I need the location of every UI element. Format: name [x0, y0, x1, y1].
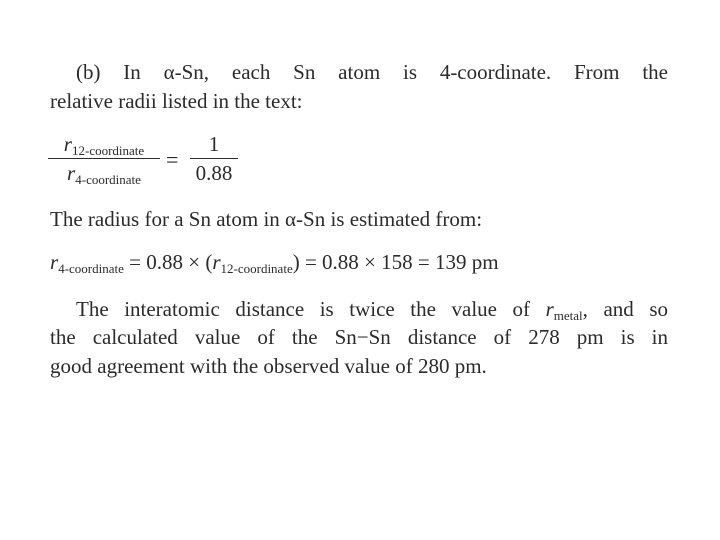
ratio-den-sub: 4-coordinate [75, 172, 141, 187]
radius-inner-var: r [212, 250, 221, 274]
ratio-rhs-numerator: 1 [208, 132, 220, 156]
intro-line-2 [50, 89, 668, 114]
conclusion-text-1b: , and so [582, 297, 668, 321]
radius-equation [50, 250, 499, 275]
conclusion-line-2 [50, 325, 668, 350]
intro-text-1: (b) In α-Sn, each Sn atom is 4-coordinate. From the [76, 60, 668, 84]
ratio-equals: = [166, 147, 179, 172]
ratio-lhs-fraction [48, 132, 160, 185]
ratio-denominator [67, 161, 141, 185]
conclusion-line-1 [50, 297, 668, 322]
conclusion-sub: metal [553, 308, 583, 323]
conclusion-text-3: good agreement with the observed value of 280 pm. [50, 354, 487, 378]
intro-line-1 [50, 60, 668, 85]
intro-text-2: relative radii listed in the text: [50, 89, 303, 113]
radius-sentence [50, 207, 668, 232]
conclusion-line-3 [50, 354, 668, 379]
ratio-lhs-bar [48, 158, 160, 159]
ratio-rhs-bar [190, 158, 238, 159]
radius-sentence-text: The radius for a Sn atom in α-Sn is estimated from: [50, 207, 483, 231]
ratio-rhs-fraction [190, 132, 238, 185]
radius-eq-part-2: ) = 0.88 × 158 = 139 pm [292, 250, 499, 274]
ratio-den-var: r [67, 161, 76, 185]
ratio-numerator [64, 132, 144, 156]
radius-lhs-sub: 4-coordinate [58, 261, 124, 276]
conclusion-var: r [545, 297, 554, 321]
radius-lhs-var: r [50, 250, 59, 274]
ratio-num-var: r [63, 132, 72, 156]
radius-inner-sub: 12-coordinate [220, 261, 293, 276]
ratio-num-sub: 12-coordinate [71, 143, 145, 158]
conclusion-text-2: the calculated value of the Sn−Sn distance of 278 pm is in [50, 325, 668, 349]
radius-eq-part-1: = 0.88 × ( [123, 250, 213, 274]
ratio-rhs-denominator: 0.88 [195, 161, 233, 185]
conclusion-text-1a: The interatomic distance is twice the value of [76, 297, 546, 321]
